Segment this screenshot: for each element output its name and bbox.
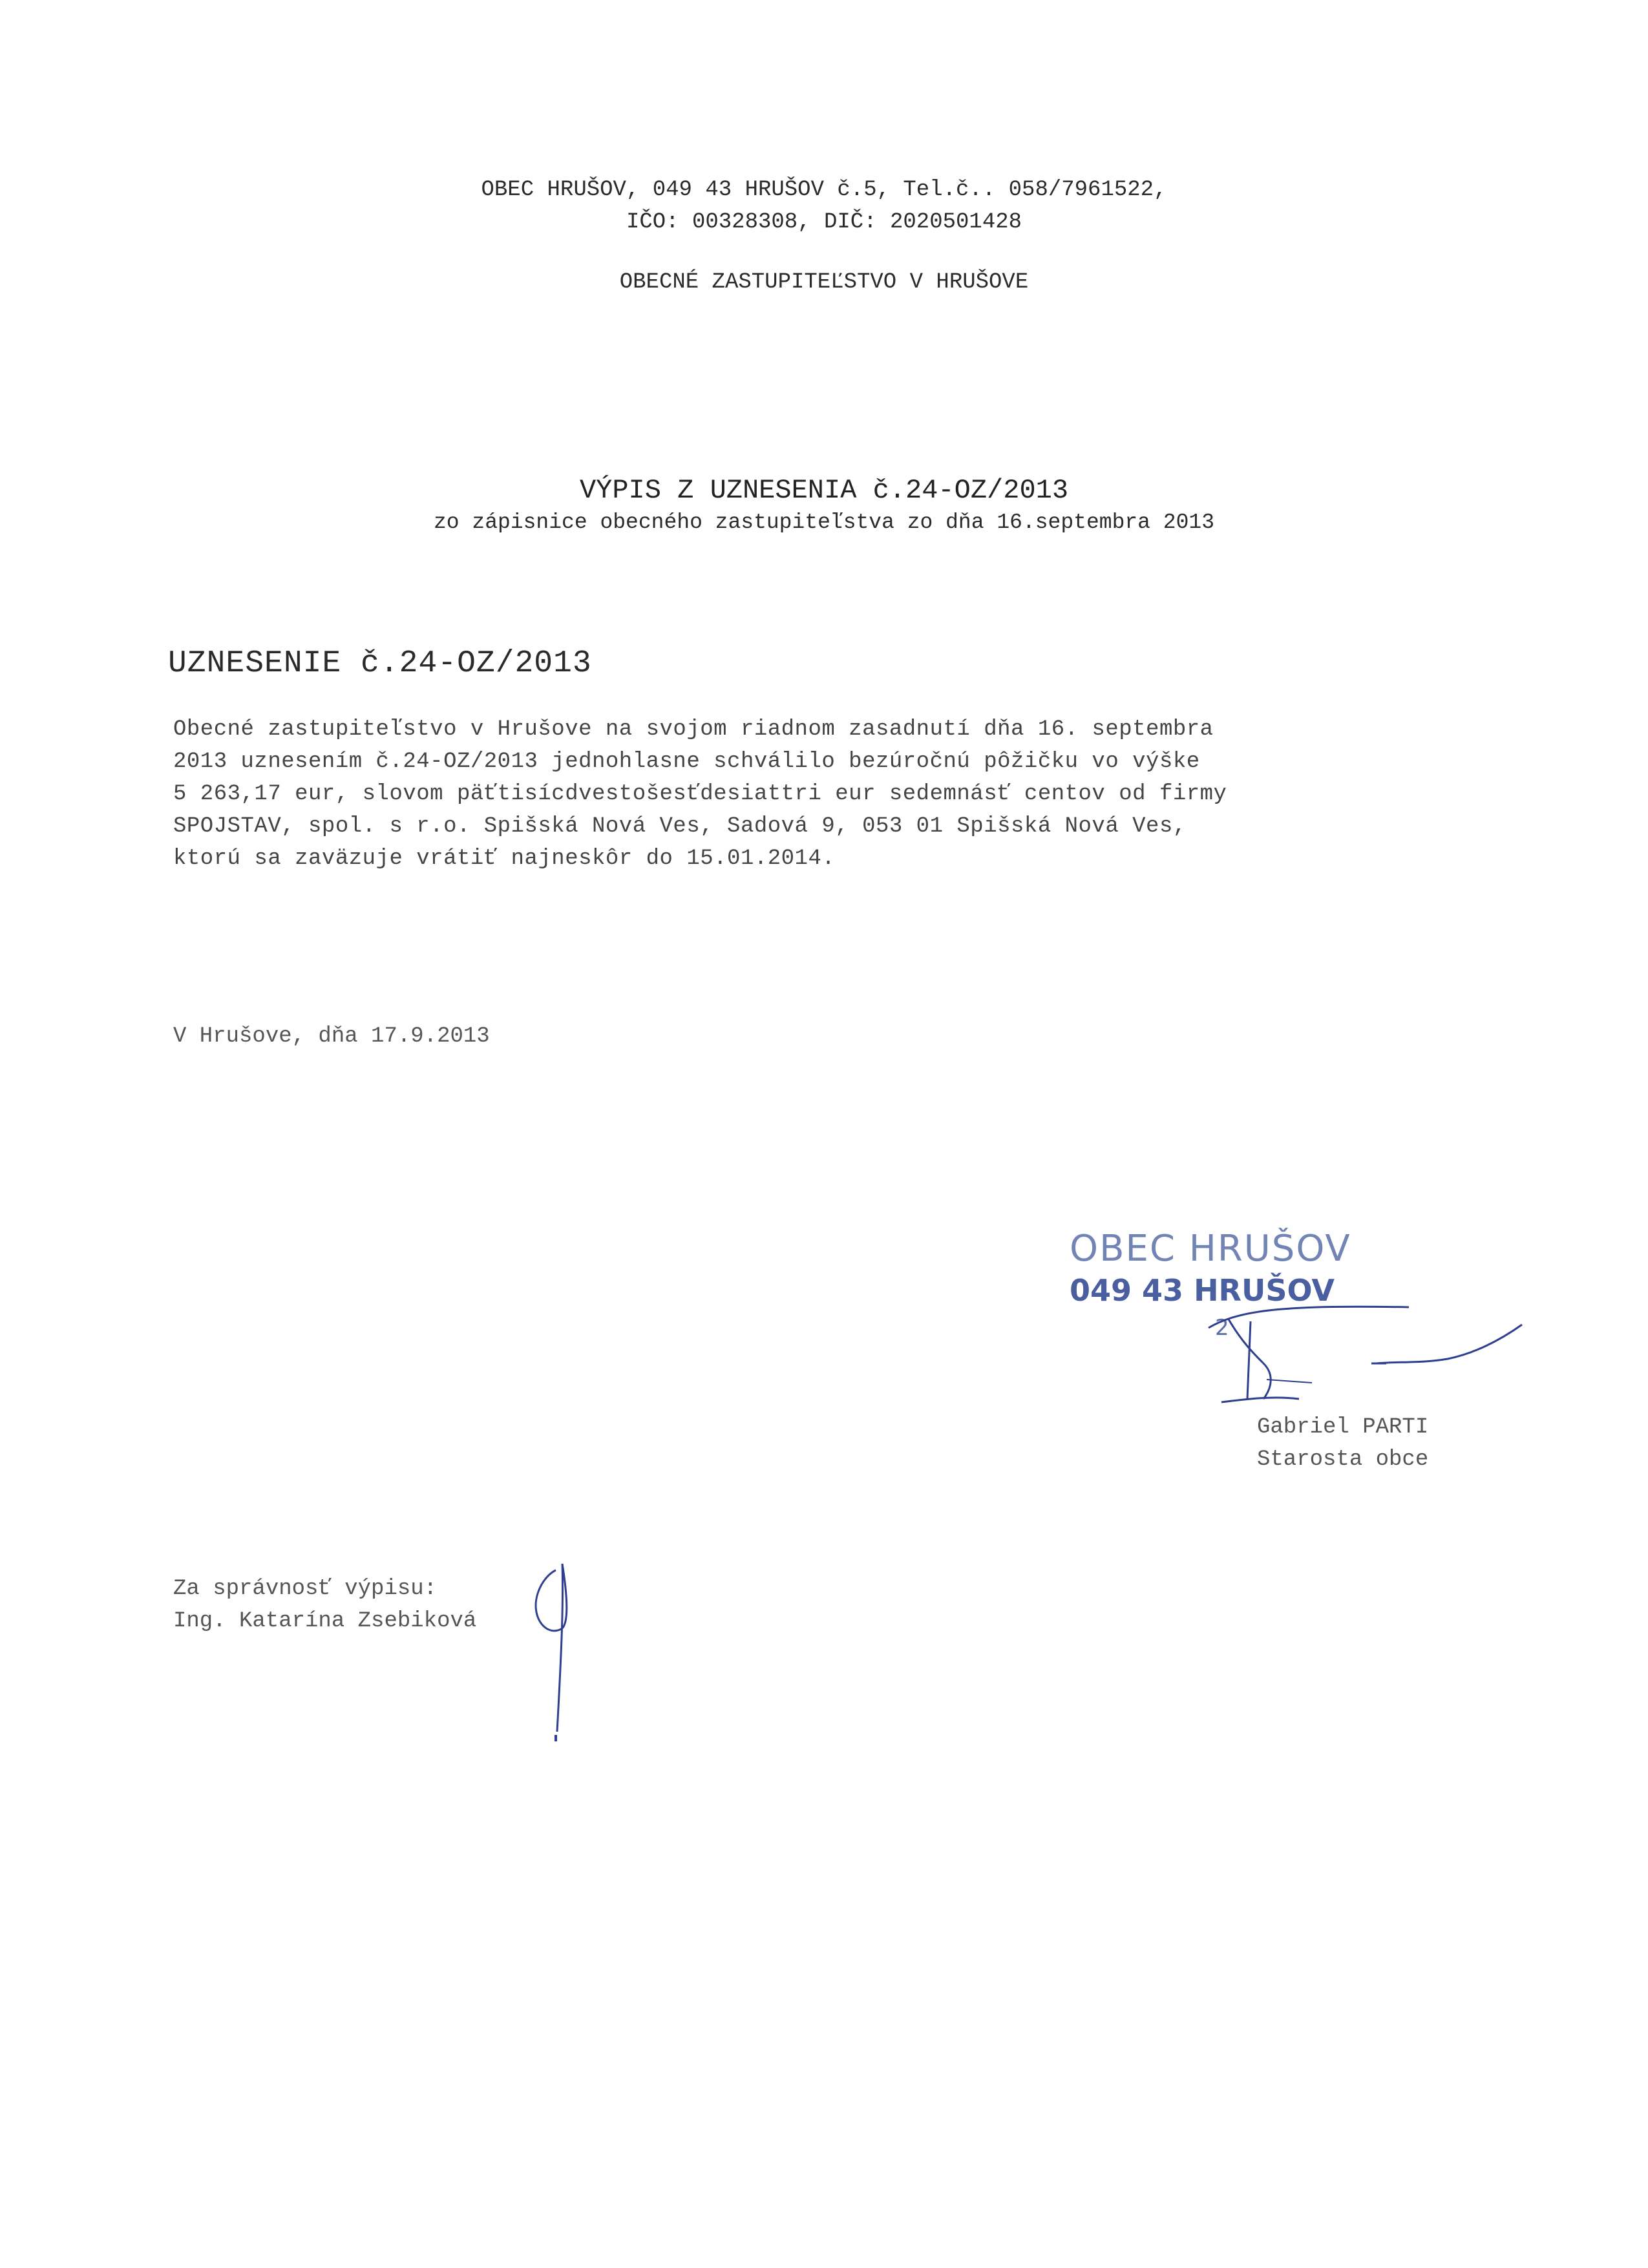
- stamp-line-municipality: OBEC HRUŠOV: [1070, 1228, 1351, 1270]
- header-address: OBEC HRUŠOV, 049 43 HRUŠOV č.5, Tel.č.. 058/7961522,: [481, 178, 1167, 202]
- verification-name: Ing. Katarína Zsebiková: [173, 1609, 477, 1633]
- verification-label: Za správnosť výpisu:: [173, 1577, 438, 1601]
- resolution-text-line: 5 263,17 eur, slovom päťtisícdvestošesťdesiattri eur sedemnásť centov od firmy: [173, 782, 1227, 806]
- header-ids: IČO: 00328308, DIČ: 2020501428: [626, 210, 1022, 235]
- resolution-text-line: ktorú sa zaväzuje vrátiť najneskôr do 15.01.2014.: [173, 846, 836, 871]
- signatory-role: Starosta obce: [1257, 1447, 1429, 1472]
- header-council: OBECNÉ ZASTUPITEĽSTVO V HRUŠOVE: [619, 270, 1029, 295]
- mayor-signature: [1202, 1302, 1538, 1412]
- extract-title: VÝPIS Z UZNESENIA č.24-OZ/2013: [579, 475, 1069, 506]
- extract-subtitle: zo zápisnice obecného zastupiteľstva zo dňa 16.septembra 2013: [434, 510, 1214, 534]
- resolution-text-line: SPOJSTAV, spol. s r.o. Spišská Nová Ves, Sadová 9, 053 01 Spišská Nová Ves,: [173, 814, 1187, 839]
- signatory-name: Gabriel PARTI: [1257, 1415, 1429, 1440]
- place-and-date: V Hrušove, dňa 17.9.2013: [173, 1024, 490, 1049]
- resolution-text-line: Obecné zastupiteľstvo v Hrušove na svojom riadnom zasadnutí dňa 16. septembra: [173, 717, 1214, 742]
- stamp-line-postcode: 049 43 HRUŠOV: [1070, 1273, 1335, 1308]
- stamp-line-number: 2: [1215, 1315, 1229, 1341]
- verifier-signature: [517, 1557, 588, 1745]
- resolution-heading: UZNESENIE č.24-OZ/2013: [168, 646, 592, 681]
- resolution-text-line: 2013 uznesením č.24-OZ/2013 jednohlasne schválilo bezúročnú pôžičku vo výške: [173, 750, 1200, 774]
